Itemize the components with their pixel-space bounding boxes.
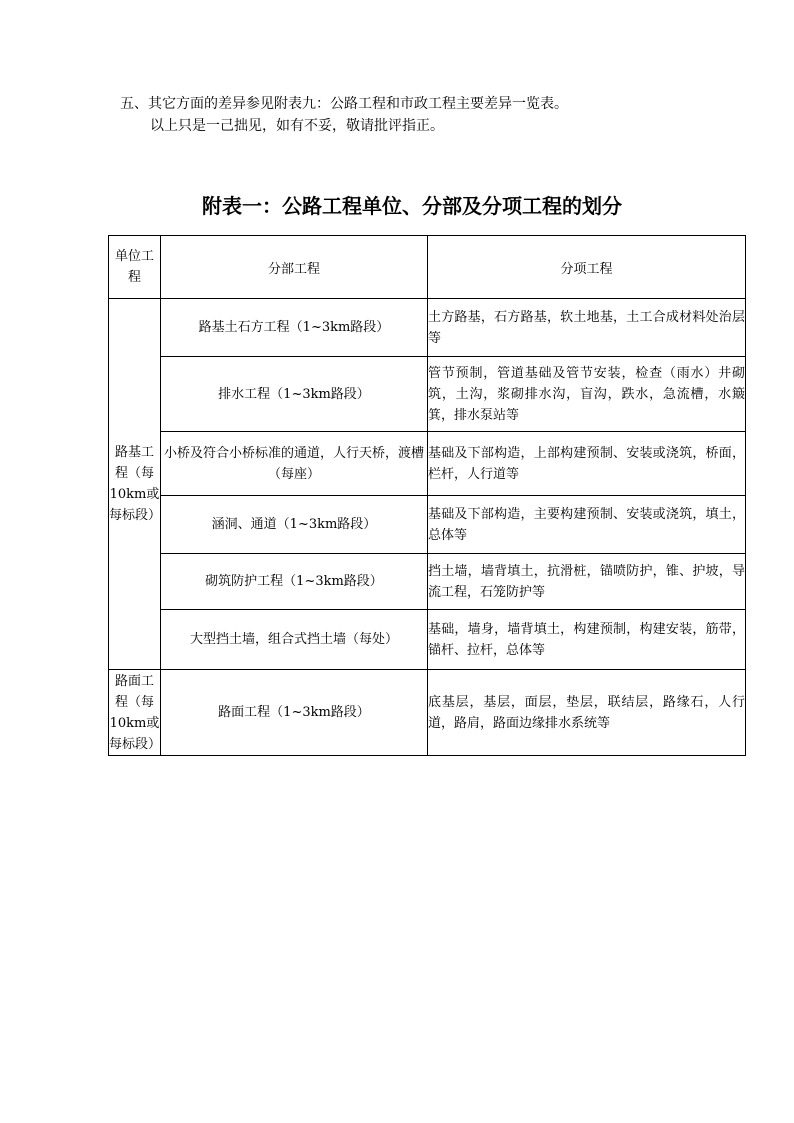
division-cell: 排水工程（1~3km路段） bbox=[161, 357, 428, 432]
header-item: 分项工程 bbox=[428, 236, 746, 299]
table-title: 附表一：公路工程单位、分部及分项工程的划分 bbox=[202, 194, 622, 218]
table-row bbox=[109, 357, 746, 432]
item-cell: 基础及下部构造，主要构建预制、安装或浇筑，填土，总体等 bbox=[428, 496, 746, 554]
unit-cell-pavement: 路面工程（每10km或每标段） bbox=[109, 670, 161, 756]
division-cell: 涵洞、通道（1~3km路段） bbox=[161, 496, 428, 554]
paragraph-differences: 五、其它方面的差异参见附表九：公路工程和市政工程主要差异一览表。 bbox=[120, 96, 568, 112]
division-cell: 砌筑防护工程（1~3km路段） bbox=[161, 554, 428, 610]
division-cell: 大型挡土墙，组合式挡土墙（每处） bbox=[161, 610, 428, 670]
header-division: 分部工程 bbox=[161, 236, 428, 299]
table-row bbox=[109, 432, 746, 496]
table-row bbox=[109, 496, 746, 554]
item-cell: 底基层，基层，面层，垫层，联结层，路缘石，人行道，路肩，路面边缘排水系统等 bbox=[428, 670, 746, 756]
table-header-row bbox=[109, 236, 746, 299]
unit-cell-subgrade: 路基工程（每10km或每标段） bbox=[109, 299, 161, 670]
division-table bbox=[108, 235, 746, 756]
item-cell: 管节预制，管道基础及管节安装，检查（雨水）井砌筑，土沟，浆砌排水沟，盲沟，跌水，急流槽，水簸箕，排水泵站等 bbox=[428, 357, 746, 432]
table-row bbox=[109, 610, 746, 670]
table-row bbox=[109, 554, 746, 610]
header-unit: 单位工程 bbox=[109, 236, 161, 299]
division-cell: 路基土石方工程（1~3km路段） bbox=[161, 299, 428, 357]
item-cell: 基础及下部构造，上部构建预制、安装或浇筑，桥面，栏杆，人行道等 bbox=[428, 432, 746, 496]
table-row bbox=[109, 670, 746, 756]
table-row bbox=[109, 299, 746, 357]
paragraph-closing: 以上只是一己拙见，如有不妥，敬请批评指正。 bbox=[150, 118, 444, 134]
division-cell: 小桥及符合小桥标准的通道，人行天桥，渡槽（每座） bbox=[161, 432, 428, 496]
item-cell: 基础，墙身，墙背填土，构建预制，构建安装，筋带，锚杆、拉杆，总体等 bbox=[428, 610, 746, 670]
item-cell: 土方路基，石方路基，软土地基，土工合成材料处治层等 bbox=[428, 299, 746, 357]
division-cell: 路面工程（1~3km路段） bbox=[161, 670, 428, 756]
item-cell: 挡土墙，墙背填土，抗滑桩，锚喷防护，锥、护坡，导流工程，石笼防护等 bbox=[428, 554, 746, 610]
